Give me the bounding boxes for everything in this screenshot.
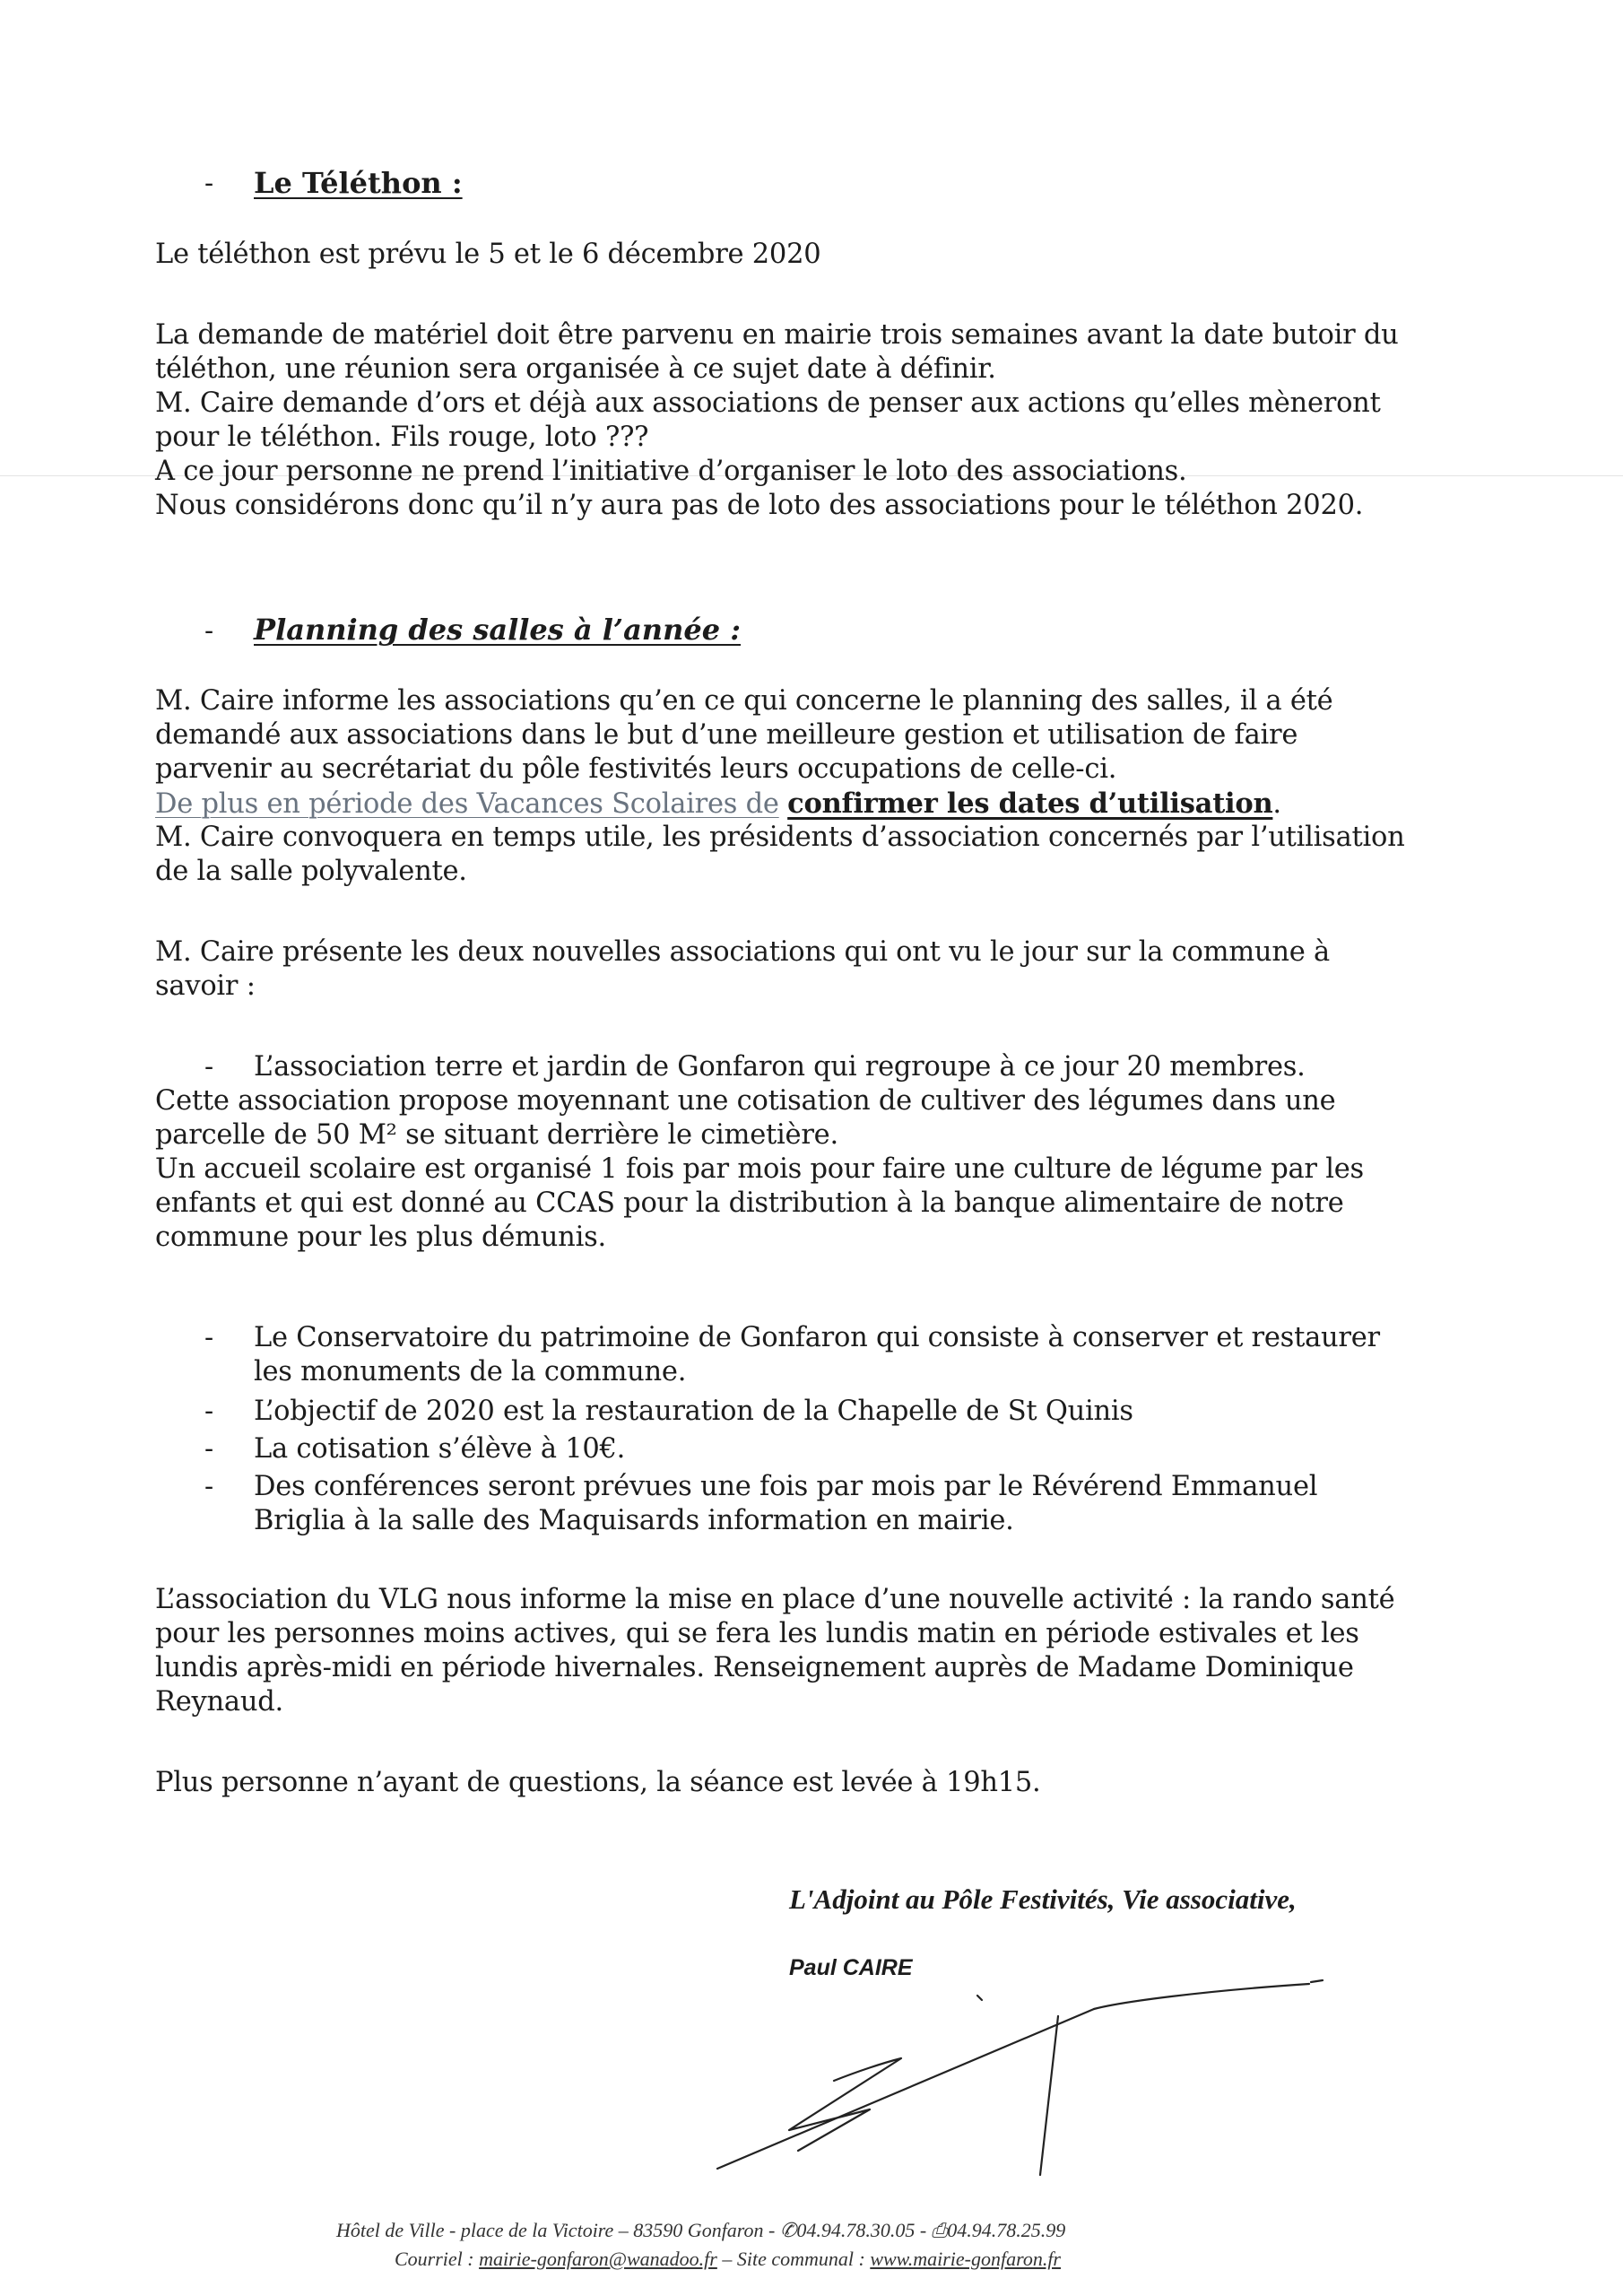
paragraph-line: La demande de matériel doit être parvenu en mairie trois semaines avant la date butoir du xyxy=(155,319,1399,351)
bullet-line: L’objectif de 2020 est la restauration de la Chapelle de St Quinis xyxy=(254,1396,1133,1427)
bullet-dash: - xyxy=(204,1051,214,1083)
paragraph-line: Le téléthon est prévu le 5 et le 6 décembre 2020 xyxy=(155,239,821,270)
phone-icon: ✆ xyxy=(779,2219,797,2241)
bullet-dash: - xyxy=(204,1322,214,1353)
paragraph-line: L’association du VLG nous informe la mise en place d’une nouvelle activité : la rando santé xyxy=(155,1584,1395,1615)
paragraph-line: lundis après-midi en période hivernales. Renseignement auprès de Madame Dominique xyxy=(155,1652,1354,1683)
bullet-line: les monuments de la commune. xyxy=(254,1356,687,1387)
bullet-dash: - xyxy=(204,168,214,199)
paragraph-line: pour les personnes moins actives, qui se fera les lundis matin en période estivales et les xyxy=(155,1618,1359,1649)
paragraph-line: M. Caire demande d’ors et déjà aux associations de penser aux actions qu’elles mèneront xyxy=(155,387,1381,419)
period: . xyxy=(1272,788,1281,820)
paragraph-line: Reynaud. xyxy=(155,1686,283,1718)
footer-address-line xyxy=(336,2219,1065,2242)
paragraph-line: A ce jour personne ne prend l’initiative d’organiser le loto des associations. xyxy=(155,456,1187,487)
emphasis-text: confirmer les dates d’utilisation xyxy=(787,787,1273,820)
footer-contact-line xyxy=(395,2248,1061,2271)
paragraph-line: Cette association propose moyennant une cotisation de cultiver des légumes dans une xyxy=(155,1085,1336,1117)
bullet-dash: - xyxy=(204,1471,214,1502)
paragraph-line: savoir : xyxy=(155,970,256,1002)
fax-icon: ⎙ xyxy=(931,2219,948,2241)
bullet-line: L’association terre et jardin de Gonfaron qui regroupe à ce jour 20 membres. xyxy=(254,1051,1306,1083)
footer-address: Hôtel de Ville - place de la Victoire – 83590 Gonfaron - xyxy=(336,2219,780,2241)
closing-line: Plus personne n’ayant de questions, la séance est levée à 19h15. xyxy=(155,1767,1041,1798)
signatory-title: L'Adjoint au Pôle Festivités, Vie associative, xyxy=(789,1883,1297,1915)
paragraph-line: enfants et qui est donné au CCAS pour la distribution à la banque alimentaire de notre xyxy=(155,1187,1344,1219)
handwritten-signature xyxy=(699,1946,1327,2188)
paragraph-line: téléthon, une réunion sera organisée à ce sujet date à définir. xyxy=(155,353,996,385)
paragraph-line: demandé aux associations dans le but d’une meilleure gestion et utilisation de faire xyxy=(155,719,1298,751)
footer-separator: - xyxy=(915,2219,932,2241)
email-link[interactable]: mairie-gonfaron@wanadoo.fr xyxy=(479,2248,717,2270)
section-heading-telethon xyxy=(254,163,463,203)
paragraph-line: parcelle de 50 M² se situant derrière le cimetière. xyxy=(155,1119,838,1151)
bullet-line: La cotisation s’élève à 10€. xyxy=(254,1433,626,1465)
website-link[interactable]: www.mairie-gonfaron.fr xyxy=(870,2248,1061,2270)
bullet-line: Briglia à la salle des Maquisards information en mairie. xyxy=(254,1505,1014,1536)
footer-courriel-label: Courriel : xyxy=(395,2248,480,2270)
paragraph-line: commune pour les plus démunis. xyxy=(155,1222,606,1253)
footer-phone: 04.94.78.30.05 xyxy=(796,2219,916,2241)
section-heading-planning xyxy=(254,610,741,649)
faint-text: De plus en période des Vacances Scolaires de xyxy=(155,788,779,820)
paragraph-line: de la salle polyvalente. xyxy=(155,856,467,887)
paragraph-line: Nous considérons donc qu’il n’y aura pas de loto des associations pour le téléthon 2020. xyxy=(155,490,1364,521)
bullet-dash: - xyxy=(204,1433,214,1465)
paragraph-line: pour le téléthon. Fils rouge, loto ??? xyxy=(155,422,649,453)
signatory-name: Paul CAIRE xyxy=(789,1955,913,1980)
bullet-line: Des conférences seront prévues une fois par mois par le Révérend Emmanuel xyxy=(254,1471,1318,1502)
bullet-line: Le Conservatoire du patrimoine de Gonfaron qui consiste à conserver et restaurer xyxy=(254,1322,1380,1353)
bullet-dash: - xyxy=(204,1396,214,1427)
heading-text: Planning des salles à l’année : xyxy=(254,613,741,647)
bullet-dash: - xyxy=(204,615,214,647)
paragraph-line: M. Caire informe les associations qu’en ce qui concerne le planning des salles, il a été xyxy=(155,685,1333,717)
paragraph-line: parvenir au secrétariat du pôle festivités leurs occupations de celle-ci. xyxy=(155,753,1117,785)
paragraph-line: M. Caire convoquera en temps utile, les présidents d’association concernés par l’utilisation xyxy=(155,822,1405,853)
footer-fax: 04.94.78.25.99 xyxy=(947,2219,1066,2241)
paragraph-line: Un accueil scolaire est organisé 1 fois par mois pour faire une culture de légume par les xyxy=(155,1153,1364,1185)
footer-site-label: – Site communal : xyxy=(716,2248,871,2270)
heading-text: Le Téléthon : xyxy=(254,166,463,200)
paragraph-line: M. Caire présente les deux nouvelles associations qui ont vu le jour sur la commune à xyxy=(155,936,1330,968)
